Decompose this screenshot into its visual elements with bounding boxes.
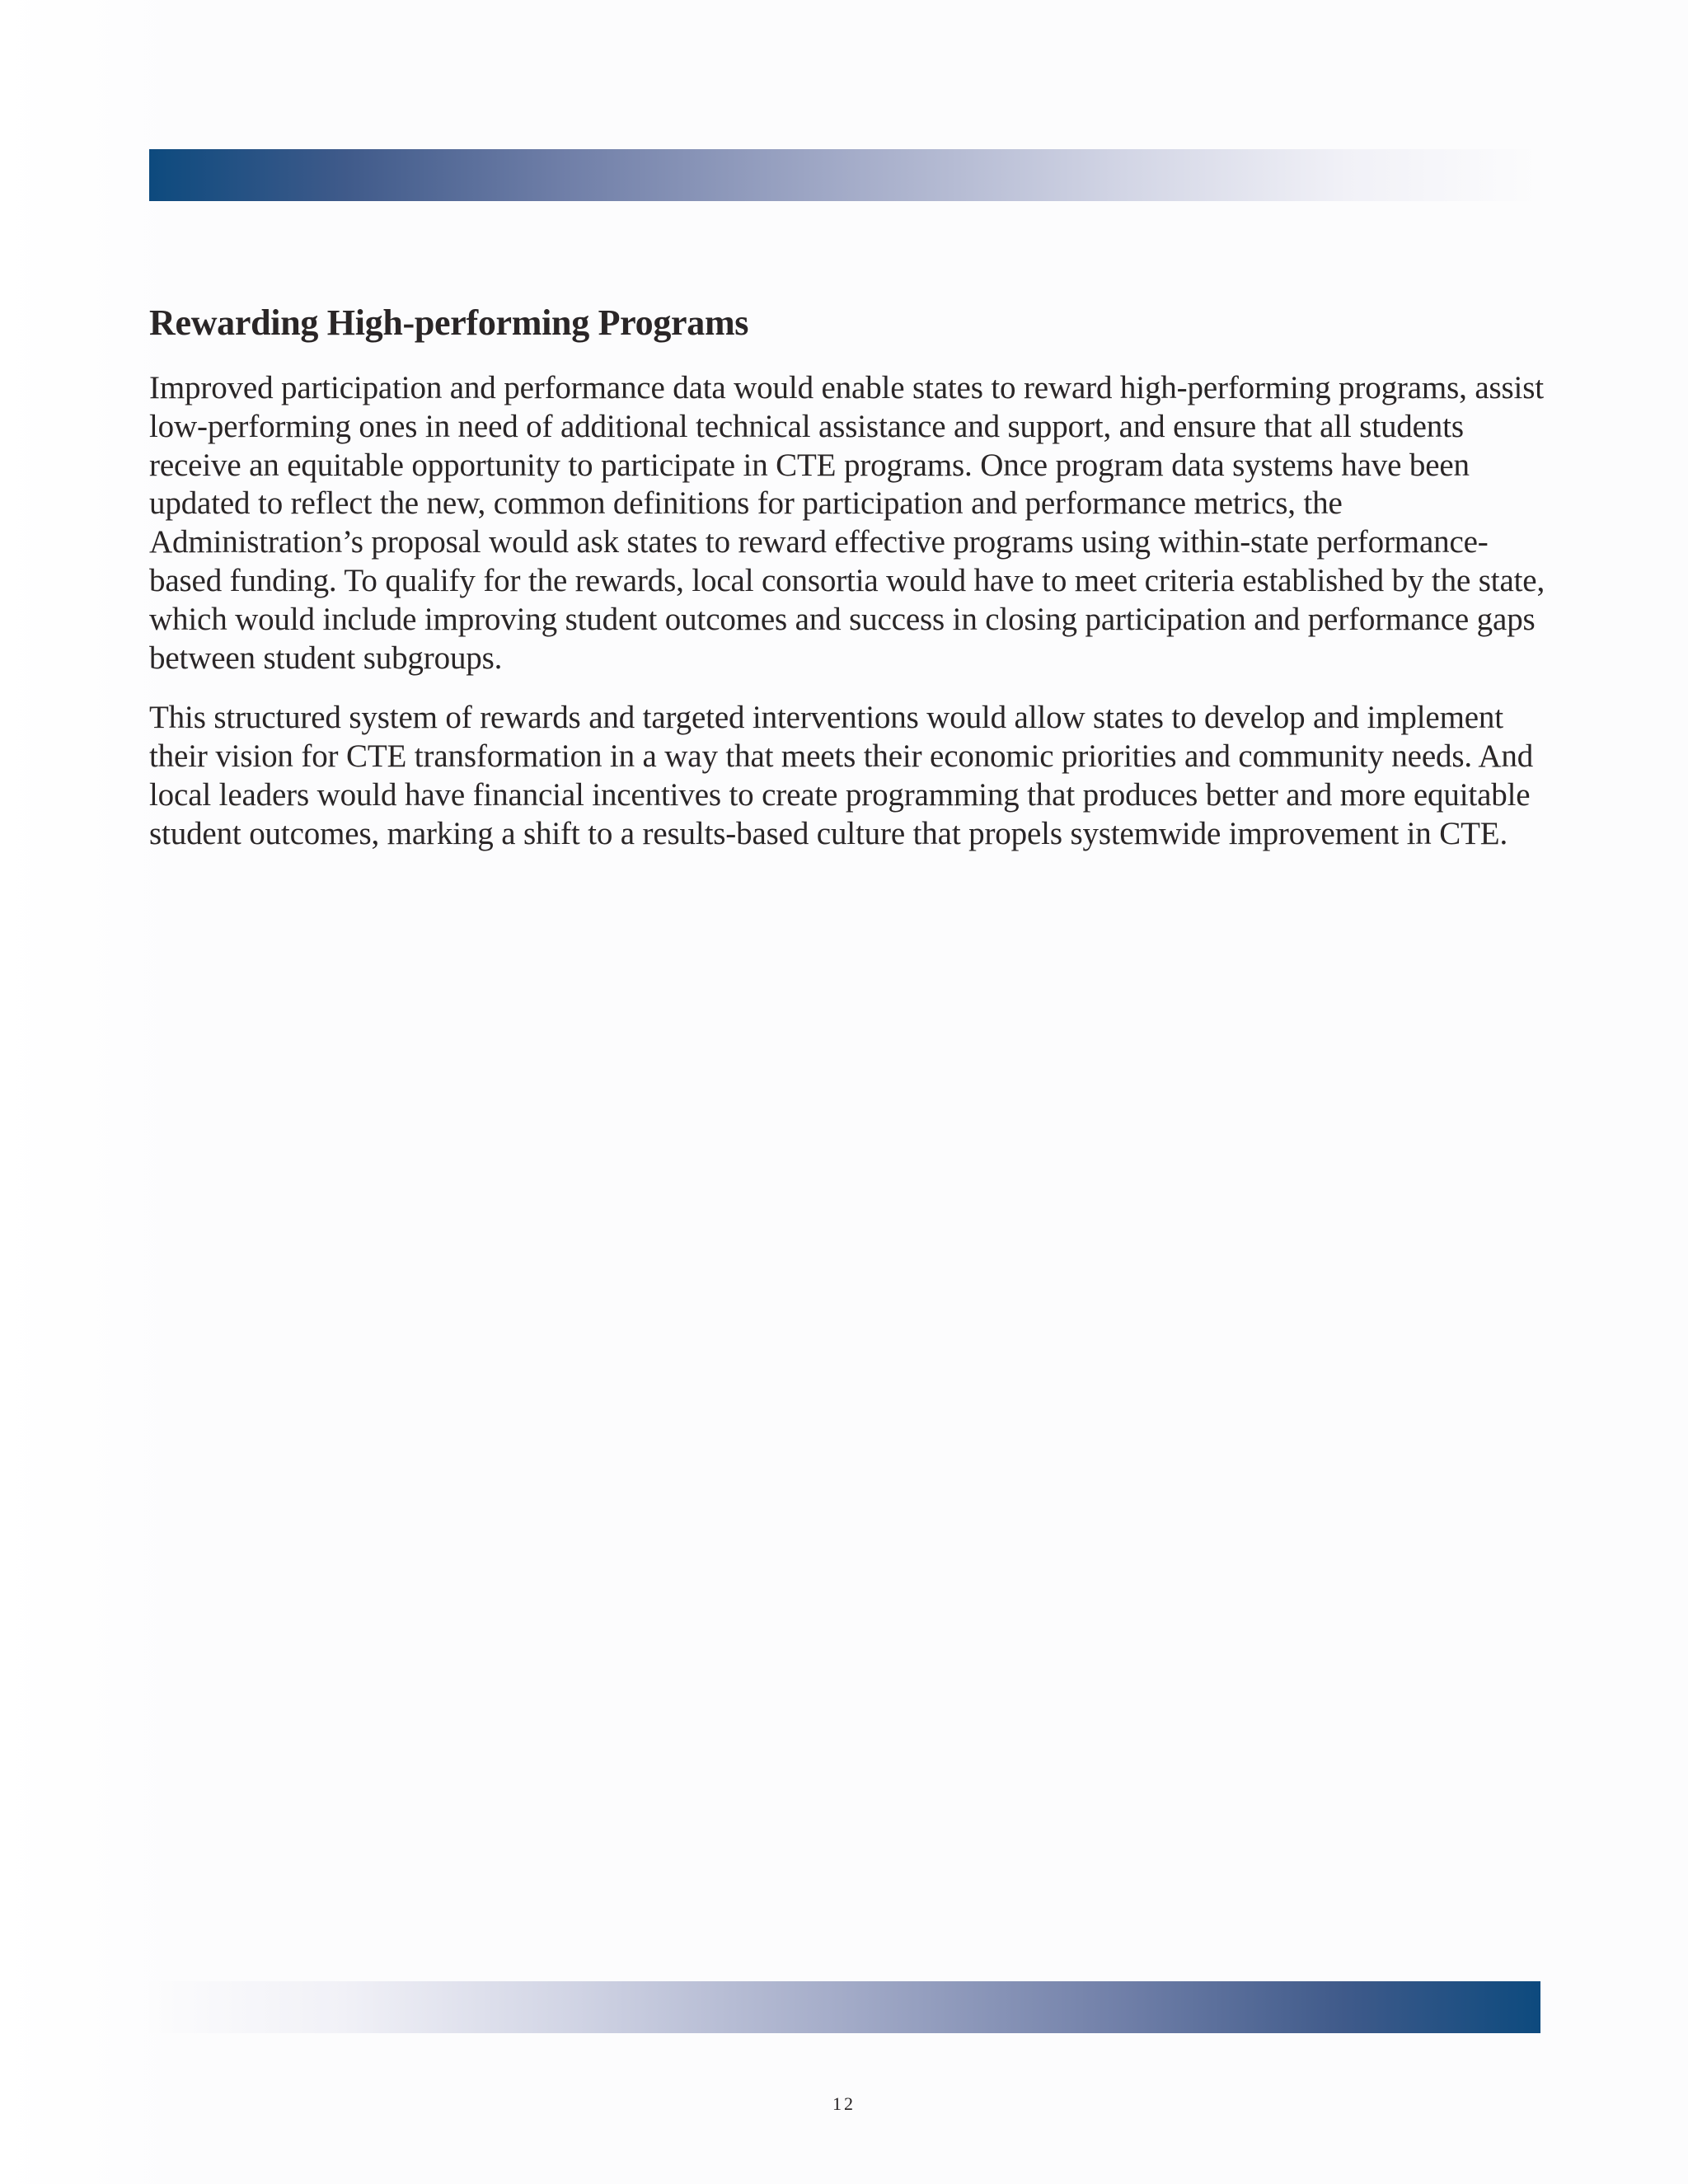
page-content <box>149 298 1550 875</box>
body-paragraph-1: Improved participation and performance data would enable states to reward high-performing programs, assist low-performing ones in need of additional technical assistance and support, and ensure that all students receive an equitable opportunity to participate in CTE programs. Once program data systems have been updated to reflect the new, common definitions for participation and performance metrics, the Administration’s proposal would ask states to reward effective programs using within-state performance-based funding. To qualify for the rewards, local consortia would have to meet criteria established by the state, which would include improving student outcomes and success in closing participation and performance gaps between student subgroups. <box>149 370 1545 676</box>
body-paragraph-2: This structured system of rewards and targeted interventions would allow states to develop and implement their vision for CTE transformation in a way that meets their economic priorities and community needs. And local leaders would have financial incentives to create programming that produces better and more equitable student outcomes, marking a shift to a results-based culture that propels systemwide improvement in CTE. <box>149 700 1534 851</box>
page-number: 12 <box>832 2093 856 2114</box>
header-gradient-bar <box>149 149 1540 201</box>
section-heading: Rewarding High-performing Programs <box>149 302 749 343</box>
footer-gradient-bar <box>149 1981 1540 2033</box>
